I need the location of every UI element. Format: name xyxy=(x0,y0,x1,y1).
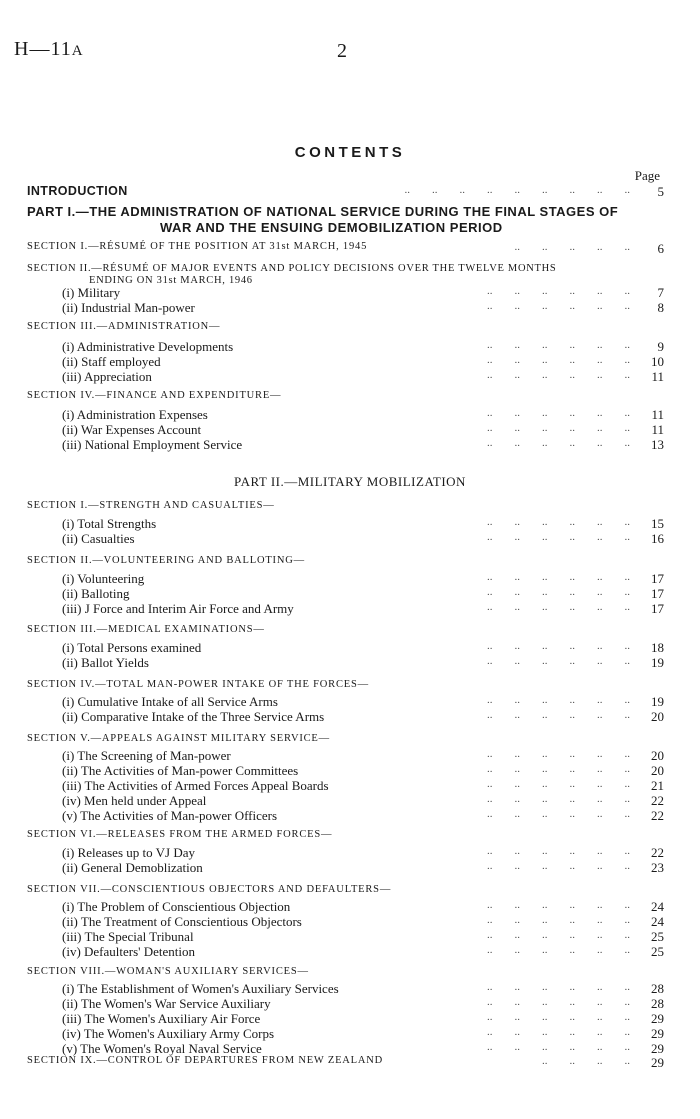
document-reference-main: H—11 xyxy=(14,38,72,60)
toc-entry-page: 29 xyxy=(651,1011,664,1026)
leader-dots: .. .. .. .. .. .. xyxy=(487,914,630,926)
toc-entry xyxy=(0,571,700,586)
toc-entry-label: (ii) Balloting xyxy=(62,586,130,601)
toc-entry-page: 17 xyxy=(651,571,664,586)
toc-entry xyxy=(0,899,700,914)
section-heading-label: SECTION V.—APPEALS AGAINST MILITARY SERVICE— xyxy=(27,733,330,744)
leader-dots: .. .. .. .. .. .. xyxy=(487,437,630,449)
toc-entry-label: (ii) Casualties xyxy=(62,531,135,546)
leader-dots: .. .. .. .. .. .. xyxy=(487,860,630,872)
toc-entry-page: 28 xyxy=(651,996,664,1011)
toc-entry xyxy=(0,694,700,709)
leader-dots: .. .. .. .. .. .. xyxy=(487,763,630,775)
toc-entry xyxy=(0,929,700,944)
toc-entry-page: 20 xyxy=(651,748,664,763)
section-heading xyxy=(0,555,700,570)
toc-entry-label: (ii) General Demoblization xyxy=(62,860,203,875)
toc-entry-page: 10 xyxy=(651,354,664,369)
document-reference-suffix: A xyxy=(71,43,84,59)
toc-entry-page: 20 xyxy=(651,763,664,778)
toc-entry xyxy=(0,601,700,616)
section-heading xyxy=(0,733,700,748)
toc-entry xyxy=(0,300,700,315)
toc-entry-page: 17 xyxy=(651,601,664,616)
toc-entry-page: 28 xyxy=(651,981,664,996)
section-heading-label: SECTION VII.—CONSCIENTIOUS OBJECTORS AND DEFAULTERS— xyxy=(27,884,392,895)
section-heading xyxy=(0,679,700,694)
leader-dots: .. .. .. .. .. .. xyxy=(487,748,630,760)
leader-dots: .. .. .. .. .. .. xyxy=(487,422,630,434)
section-heading-label: SECTION III.—MEDICAL EXAMINATIONS— xyxy=(27,624,265,635)
leader-dots: .. .. .. .. .. .. xyxy=(487,694,630,706)
toc-entry xyxy=(0,655,700,670)
section-heading xyxy=(0,500,700,515)
toc-entry-page: 20 xyxy=(651,709,664,724)
section-heading xyxy=(0,829,700,844)
toc-entry-label: (iii) National Employment Service xyxy=(62,437,243,452)
toc-entry xyxy=(0,1041,700,1056)
toc-entry-page: 7 xyxy=(657,285,664,300)
toc-entry-label: (i) Administrative Developments xyxy=(62,339,234,354)
toc-entry xyxy=(0,1026,700,1041)
section-heading xyxy=(0,624,700,639)
toc-entry-label: SECTION IX.—CONTROL OF DEPARTURES FROM NEW ZEALAND xyxy=(27,1055,384,1066)
toc-entry xyxy=(0,860,700,875)
toc-entry xyxy=(0,640,700,655)
toc-entry-page: 11 xyxy=(651,407,664,422)
section-heading-label: SECTION III.—ADMINISTRATION— xyxy=(27,321,221,332)
toc-entry xyxy=(0,339,700,354)
part-two-heading: PART II.—MILITARY MOBILIZATION xyxy=(234,474,466,489)
toc-entry-page: 19 xyxy=(651,694,664,709)
toc-entry-label: (i) Military xyxy=(62,285,121,300)
toc-entry-page: 16 xyxy=(651,531,664,546)
leader-dots: .. .. .. .. .. .. xyxy=(487,285,630,297)
leader-dots: .. .. .. .. .. .. xyxy=(487,571,630,583)
toc-entry xyxy=(0,709,700,724)
part-one-heading-line1: PART I.—THE ADMINISTRATION OF NATIONAL SERVICE DURING THE FINAL STAGES OF xyxy=(27,204,619,219)
leader-dots: .. .. .. .. .. .. xyxy=(487,354,630,366)
leader-dots: .. .. .. .. .. .. xyxy=(487,586,630,598)
toc-entry-label: (ii) The Treatment of Conscientious Objectors xyxy=(62,914,302,929)
toc-entry-page: 29 xyxy=(651,1026,664,1041)
toc-entry-label: (i) The Problem of Conscientious Objection xyxy=(62,899,291,914)
leader-dots: .. .. .. .. .. .. xyxy=(487,981,630,993)
toc-entry-page: 29 xyxy=(651,1055,664,1070)
toc-entry xyxy=(0,285,700,300)
toc-entry-page: 9 xyxy=(657,339,664,354)
contents-title: CONTENTS xyxy=(294,144,406,161)
toc-entry-label: (i) The Screening of Man-power xyxy=(62,748,231,763)
toc-entry-label: (iii) The Activities of Armed Forces Appeal Boards xyxy=(62,778,329,793)
section-heading xyxy=(0,966,700,981)
leader-dots: .. .. .. .. .. .. xyxy=(487,845,630,857)
toc-entry-label: (ii) Comparative Intake of the Three Service Arms xyxy=(62,709,325,724)
toc-entry-page: 22 xyxy=(651,808,664,823)
section-heading-label: SECTION II.—VOLUNTEERING AND BALLOTING— xyxy=(27,555,305,566)
section-heading xyxy=(0,884,700,899)
toc-entry-page: 13 xyxy=(651,437,664,452)
leader-dots: .. .. .. .. .. .. xyxy=(487,808,630,820)
toc-entry xyxy=(0,845,700,860)
toc-entry-label: (iii) Appreciation xyxy=(62,369,152,384)
section-heading-line1: SECTION II.—RÉSUMÉ OF MAJOR EVENTS AND POLICY DECISIONS OVER THE TWELVE MONTHS xyxy=(27,263,557,274)
part-one-heading xyxy=(27,204,667,236)
toc-entry-page: 18 xyxy=(651,640,664,655)
toc-entry-label: INTRODUCTION xyxy=(27,184,128,198)
leader-dots: .. .. .. .. .. .. xyxy=(487,516,630,528)
toc-entry xyxy=(0,437,700,452)
toc-entry-page: 11 xyxy=(651,422,664,437)
section-heading-label: SECTION VIII.—WOMAN'S AUXILIARY SERVICES— xyxy=(27,966,309,977)
toc-entry-label: (i) Volunteering xyxy=(62,571,145,586)
toc-entry-label: (iii) J Force and Interim Air Force and Army xyxy=(62,601,294,616)
toc-entry-label: (ii) The Activities of Man-power Committees xyxy=(62,763,299,778)
leader-dots: .. .. .. .. .. xyxy=(514,241,630,253)
leader-dots: .. .. .. .. .. .. xyxy=(487,929,630,941)
leader-dots: .. .. .. .. .. .. xyxy=(487,899,630,911)
toc-entry xyxy=(0,996,700,1011)
document-reference xyxy=(14,38,84,61)
toc-entry-page: 25 xyxy=(651,929,664,944)
leader-dots: .. .. .. .. xyxy=(542,1055,630,1067)
toc-entry xyxy=(0,981,700,996)
section-heading-label: SECTION VI.—RELEASES FROM THE ARMED FORCES— xyxy=(27,829,333,840)
toc-entry-page: 22 xyxy=(651,845,664,860)
toc-entry xyxy=(0,778,700,793)
section-heading-line2: ENDING ON 31st MARCH, 1946 xyxy=(89,275,253,286)
toc-entry-label: (i) The Establishment of Women's Auxiliary Services xyxy=(62,981,339,996)
toc-entry-label: (iv) The Women's Auxiliary Army Corps xyxy=(62,1026,275,1041)
leader-dots: .. .. .. .. .. .. xyxy=(487,601,630,613)
toc-entry-label: SECTION I.—RÉSUMÉ OF THE POSITION AT 31st MARCH, 1945 xyxy=(27,241,368,252)
leader-dots: .. .. .. .. .. .. xyxy=(487,369,630,381)
toc-entry xyxy=(0,586,700,601)
toc-entry-page: 29 xyxy=(651,1041,664,1056)
toc-entry-page: 11 xyxy=(651,369,664,384)
toc-entry-page: 22 xyxy=(651,793,664,808)
leader-dots: .. .. .. .. .. .. xyxy=(487,778,630,790)
toc-entry-page: 6 xyxy=(657,241,664,256)
page-number: 2 xyxy=(337,40,347,62)
toc-entry xyxy=(0,808,700,823)
toc-entry-label: (i) Total Strengths xyxy=(62,516,157,531)
toc-entry-label: (ii) The Women's War Service Auxiliary xyxy=(62,996,271,1011)
leader-dots: .. .. .. .. .. .. xyxy=(487,793,630,805)
part-one-heading-line2: WAR AND THE ENSUING DEMOBILIZATION PERIOD xyxy=(160,220,503,235)
leader-dots: .. .. .. .. .. .. xyxy=(487,407,630,419)
toc-entry-label: (i) Total Persons examined xyxy=(62,640,202,655)
toc-entry-label: (ii) Staff employed xyxy=(62,354,161,369)
leader-dots: .. .. .. .. .. .. xyxy=(487,1026,630,1038)
toc-entry-page: 17 xyxy=(651,586,664,601)
toc-entry xyxy=(0,944,700,959)
toc-entry-page: 21 xyxy=(651,778,664,793)
toc-entry-label: (ii) Industrial Man-power xyxy=(62,299,195,315)
toc-entry-label: (v) The Women's Royal Naval Service xyxy=(62,1041,262,1056)
leader-dots: .. .. .. .. .. .. .. .. .. xyxy=(404,184,630,196)
toc-entry-label: (iv) Defaulters' Detention xyxy=(62,944,196,959)
page-column-label: Page xyxy=(634,168,660,183)
toc-entry-label: (v) The Activities of Man-power Officers xyxy=(62,808,278,823)
toc-entry-page: 25 xyxy=(651,944,664,959)
section-heading-label: SECTION IV.—FINANCE AND EXPENDITURE— xyxy=(27,390,282,401)
leader-dots: .. .. .. .. .. .. xyxy=(487,531,630,543)
leader-dots: .. .. .. .. .. .. xyxy=(487,299,630,312)
section-heading-label: SECTION I.—STRENGTH AND CASUALTIES— xyxy=(27,500,275,511)
leader-dots: .. .. .. .. .. .. xyxy=(487,1011,630,1023)
toc-entry-page: 15 xyxy=(651,516,664,531)
toc-entry-page: 24 xyxy=(651,914,664,929)
toc-entry-section xyxy=(0,1055,700,1070)
toc-entry xyxy=(0,763,700,778)
leader-dots: .. .. .. .. .. .. xyxy=(487,655,630,667)
toc-entry xyxy=(0,914,700,929)
toc-entry-label: (i) Cumulative Intake of all Service Arms xyxy=(62,694,278,709)
toc-entry xyxy=(0,407,700,422)
toc-entry xyxy=(0,748,700,763)
leader-dots: .. .. .. .. .. .. xyxy=(487,944,630,956)
toc-entry-label: (iii) The Women's Auxiliary Air Force xyxy=(62,1011,261,1026)
section-heading-label: SECTION IV.—TOTAL MAN-POWER INTAKE OF THE FORCES— xyxy=(27,679,369,690)
section-heading xyxy=(0,321,700,336)
toc-entry xyxy=(0,1011,700,1026)
toc-entry-label: (ii) War Expenses Account xyxy=(62,422,202,437)
toc-entry-label: (i) Releases up to VJ Day xyxy=(62,845,195,860)
toc-entry-label: (ii) Ballot Yields xyxy=(62,655,149,670)
toc-entry-label: (iii) The Special Tribunal xyxy=(62,929,194,944)
toc-entry-label: (i) Administration Expenses xyxy=(62,407,208,422)
toc-entry xyxy=(0,516,700,531)
toc-entry xyxy=(0,422,700,437)
toc-entry xyxy=(0,793,700,808)
toc-entry-label: (iv) Men held under Appeal xyxy=(62,793,207,808)
toc-entry xyxy=(0,531,700,546)
leader-dots: .. .. .. .. .. .. xyxy=(487,996,630,1008)
section-heading xyxy=(27,263,556,287)
toc-entry-page: 8 xyxy=(657,299,664,315)
toc-entry xyxy=(0,354,700,369)
toc-entry-page: 24 xyxy=(651,899,664,914)
toc-entry-section xyxy=(0,241,700,256)
leader-dots: .. .. .. .. .. .. xyxy=(487,339,630,351)
toc-entry-page: 19 xyxy=(651,655,664,670)
leader-dots: .. .. .. .. .. .. xyxy=(487,709,630,721)
toc-entry-introduction xyxy=(0,184,700,199)
leader-dots: .. .. .. .. .. .. xyxy=(487,640,630,652)
toc-entry-page: 5 xyxy=(657,184,664,199)
toc-entry xyxy=(0,369,700,384)
section-heading xyxy=(0,390,700,405)
toc-entry-page: 23 xyxy=(651,860,664,875)
leader-dots: .. .. .. .. .. .. xyxy=(487,1041,630,1053)
